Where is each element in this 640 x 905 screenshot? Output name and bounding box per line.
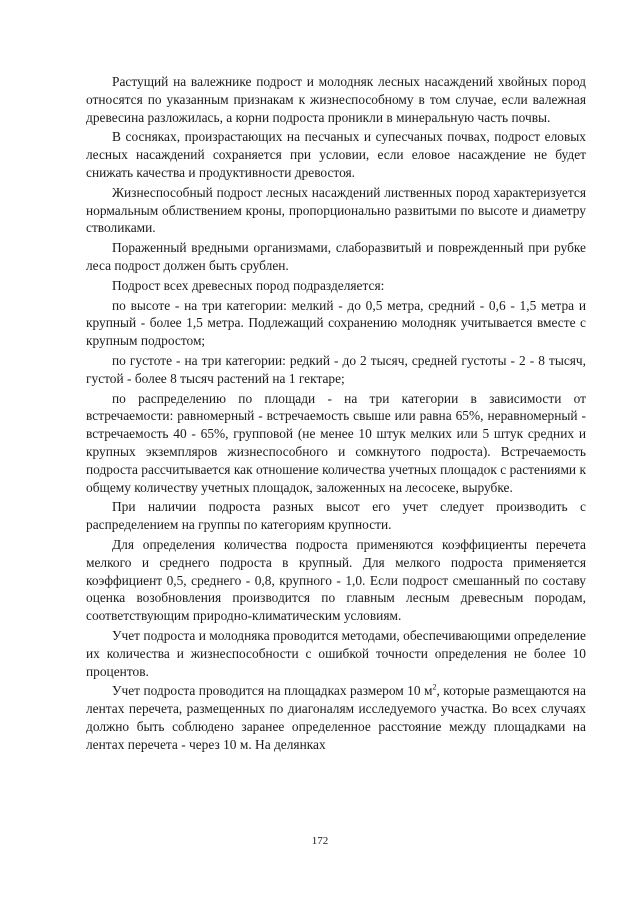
paragraph-by-density: по густоте - на три категории: редкий - до 2 тысяч, средней густоты - 2 - 8 тысяч, густой - более 8 тысяч растений на 1 гектаре; [86, 352, 586, 386]
paragraph-windfall-undergrowth: Растущий на валежнике подрост и молодняк лесных насаждений хвойных пород относятся по указанным признакам к жизнеспособному в том случае, если валежная древесина разложилась, а корни подроста проникли в минеральную часть почвы. [86, 74, 586, 125]
plot-size-text-end: , которые размещаются на лентах перечета, размещенных по диагоналям исследуемого участка. Во всех случаях должно быть соблюдено заранее определенное расстояние между площадками на лентах перечета - через 10 м. На делянках [86, 683, 586, 752]
page-body [86, 73, 586, 755]
paragraph-damaged-undergrowth: Пораженный вредными организмами, слаборазвитый и поврежденный при рубке леса подрост должен быть срублен. [86, 240, 586, 273]
paragraph-by-distribution: по распределению по площади - на три категории в зависимости от встречаемости: равномерный - встречаемость свыше или равна 65%, неравномерный - встречаемость 40 - 65%, групповой (не менее 10 штук мелких или 5 штук средних и крупных экземпляров жизнеспособного и сомкнутого подроста). Встречаемость подроста рассчитывается как отношение количества учетных площадок с растениями к общему количеству учетных площадок, заложенных на лесосеке, вырубке. [86, 390, 586, 495]
plot-size-text-start: Учет подроста проводится на площадках размером 10 м [112, 683, 433, 699]
paragraph-deciduous-undergrowth: Жизнеспособный подрост лесных насаждений лиственных пород характеризуется нормальным облиствением кроны, пропорционально развитыми по высоте и диаметру стволиками. [86, 184, 586, 236]
paragraph-accuracy: Учет подроста и молодняка проводится методами, обеспечивающими определение их количества и жизнеспособности с ошибкой точности определения не более 10 процентов. [86, 627, 586, 679]
paragraph-pine-stands: В сосняках, произрастающих на песчаных и супесчаных почвах, подрост еловых лесных насаждений сохраняется при условии, если еловое насаждение не будет снижать качества и продуктивности древостоя. [86, 129, 586, 180]
paragraph-by-height: по высоте - на три категории: мелкий - до 0,5 метра, средний - 0,6 - 1,5 метра и крупный - более 1,5 метра. Подлежащий сохранению молодняк учитывается вместе с крупным подростом; [86, 297, 586, 349]
page-number: 172 [311, 835, 329, 847]
paragraph-classification-intro: Подрост всех древесных пород подразделяется: [112, 277, 385, 293]
paragraph-plot-size [86, 682, 586, 753]
paragraph-size-groups: При наличии подроста разных высот его учет следует производить с распределением на группы по категориям крупности. [86, 499, 586, 533]
paragraph-coefficients: Для определения количества подроста применяются коэффициенты перечета мелкого и среднего подроста в крупный. Для мелкого подроста применяется коэффициент 0,5, среднего - 0,8, крупного - 1,0. Если подрост смешанный по составу оценка возобновления производится по главным лесным древесным породам, соответствующим природно-климатическим условиям. [86, 536, 586, 624]
square-superscript: 2 [432, 682, 437, 692]
